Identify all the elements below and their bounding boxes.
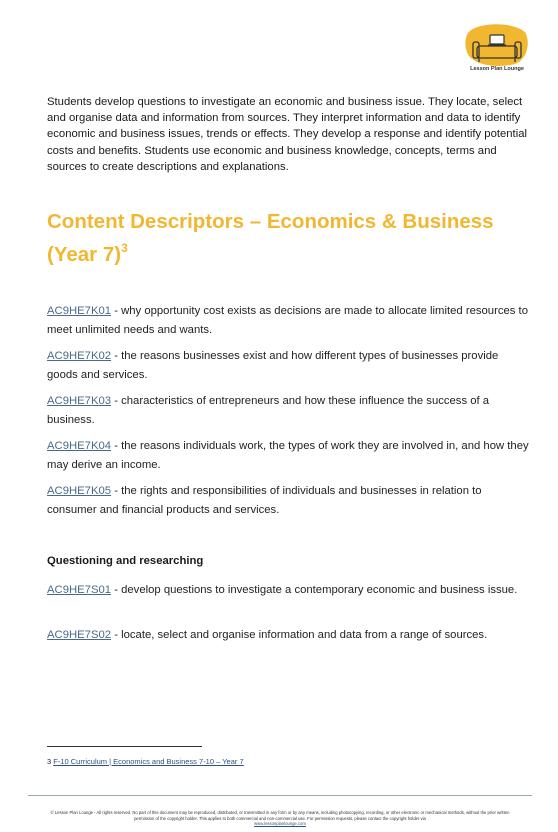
intro-paragraph: Students develop questions to investigate an economic and business issue. They locate, select and organise data and information from sources. They interpret information and data to identify economic and business issues, trends or effects. They develop a response and identify potential costs and benefits. Students use economic and business knowledge, concepts, terms and sources to create descriptions and explanations. [47, 96, 527, 173]
footnote-number: 3 [47, 757, 52, 766]
logo-caption: Lesson Plan Lounge [470, 66, 524, 72]
footnote-ref[interactable]: 3 [121, 241, 128, 255]
copyright-text: © Lesson Plan Lounge - All rights reserved. No part of this document may be reproduced, distributed, or transmitted in any form or by any means, including photocopying, recording, or other electronic or mechanical methods, without the prior written permission of the copyright holder. This applies to both commercial and non-commercial use. For permission requests, please contact the copyright holder via [50, 810, 510, 821]
descriptor-text: - the rights and responsibilities of individuals and businesses in relation to consumer and financial products and services. [47, 485, 482, 516]
footnote-link[interactable]: F-10 Curriculum | Economics and Business 7-10 – Year 7 [53, 757, 244, 766]
descriptor-item [47, 392, 529, 429]
skill-item [47, 581, 529, 600]
descriptor-text: - the reasons businesses exist and how different types of businesses provide goods and services. [47, 350, 499, 381]
descriptor-text: - characteristics of entrepreneurs and how these influence the success of a business. [47, 395, 490, 426]
descriptor-text: - why opportunity cost exists as decisions are made to allocate limited resources to meet unlimited needs and wants. [47, 305, 528, 336]
descriptor-item [47, 482, 529, 519]
skill-text: - locate, select and organise information and data from a range of sources. [111, 629, 488, 641]
skill-item [47, 626, 529, 645]
skill-text: - develop questions to investigate a contemporary economic and business issue. [111, 584, 518, 596]
descriptor-code-link[interactable]: AC9HE7K04 [47, 440, 112, 452]
skill-code-link[interactable]: AC9HE7S01 [47, 584, 112, 596]
descriptor-code-link[interactable]: AC9HE7K05 [47, 485, 112, 497]
descriptor-code-link[interactable]: AC9HE7K02 [47, 350, 112, 362]
website-link[interactable]: www.lessonplanlounge.com [254, 821, 306, 827]
footnote [47, 757, 244, 766]
descriptor-item [47, 347, 529, 384]
footnote-divider [47, 746, 202, 747]
questioning-heading: Questioning and researching [47, 555, 204, 567]
content-descriptors-heading [47, 205, 517, 271]
footer-divider [28, 795, 532, 796]
descriptor-code-link[interactable]: AC9HE7K03 [47, 395, 112, 407]
descriptor-item [47, 437, 529, 474]
descriptor-code-link[interactable]: AC9HE7K01 [47, 305, 112, 317]
descriptor-text: - the reasons individuals work, the types of work they are involved in, and how they may derive an income. [47, 440, 529, 471]
heading-text: Content Descriptors – Economics & Business (Year 7) [47, 210, 494, 266]
descriptor-item [47, 302, 529, 339]
skill-code-link[interactable]: AC9HE7S02 [47, 629, 112, 641]
copyright-notice [40, 810, 520, 827]
